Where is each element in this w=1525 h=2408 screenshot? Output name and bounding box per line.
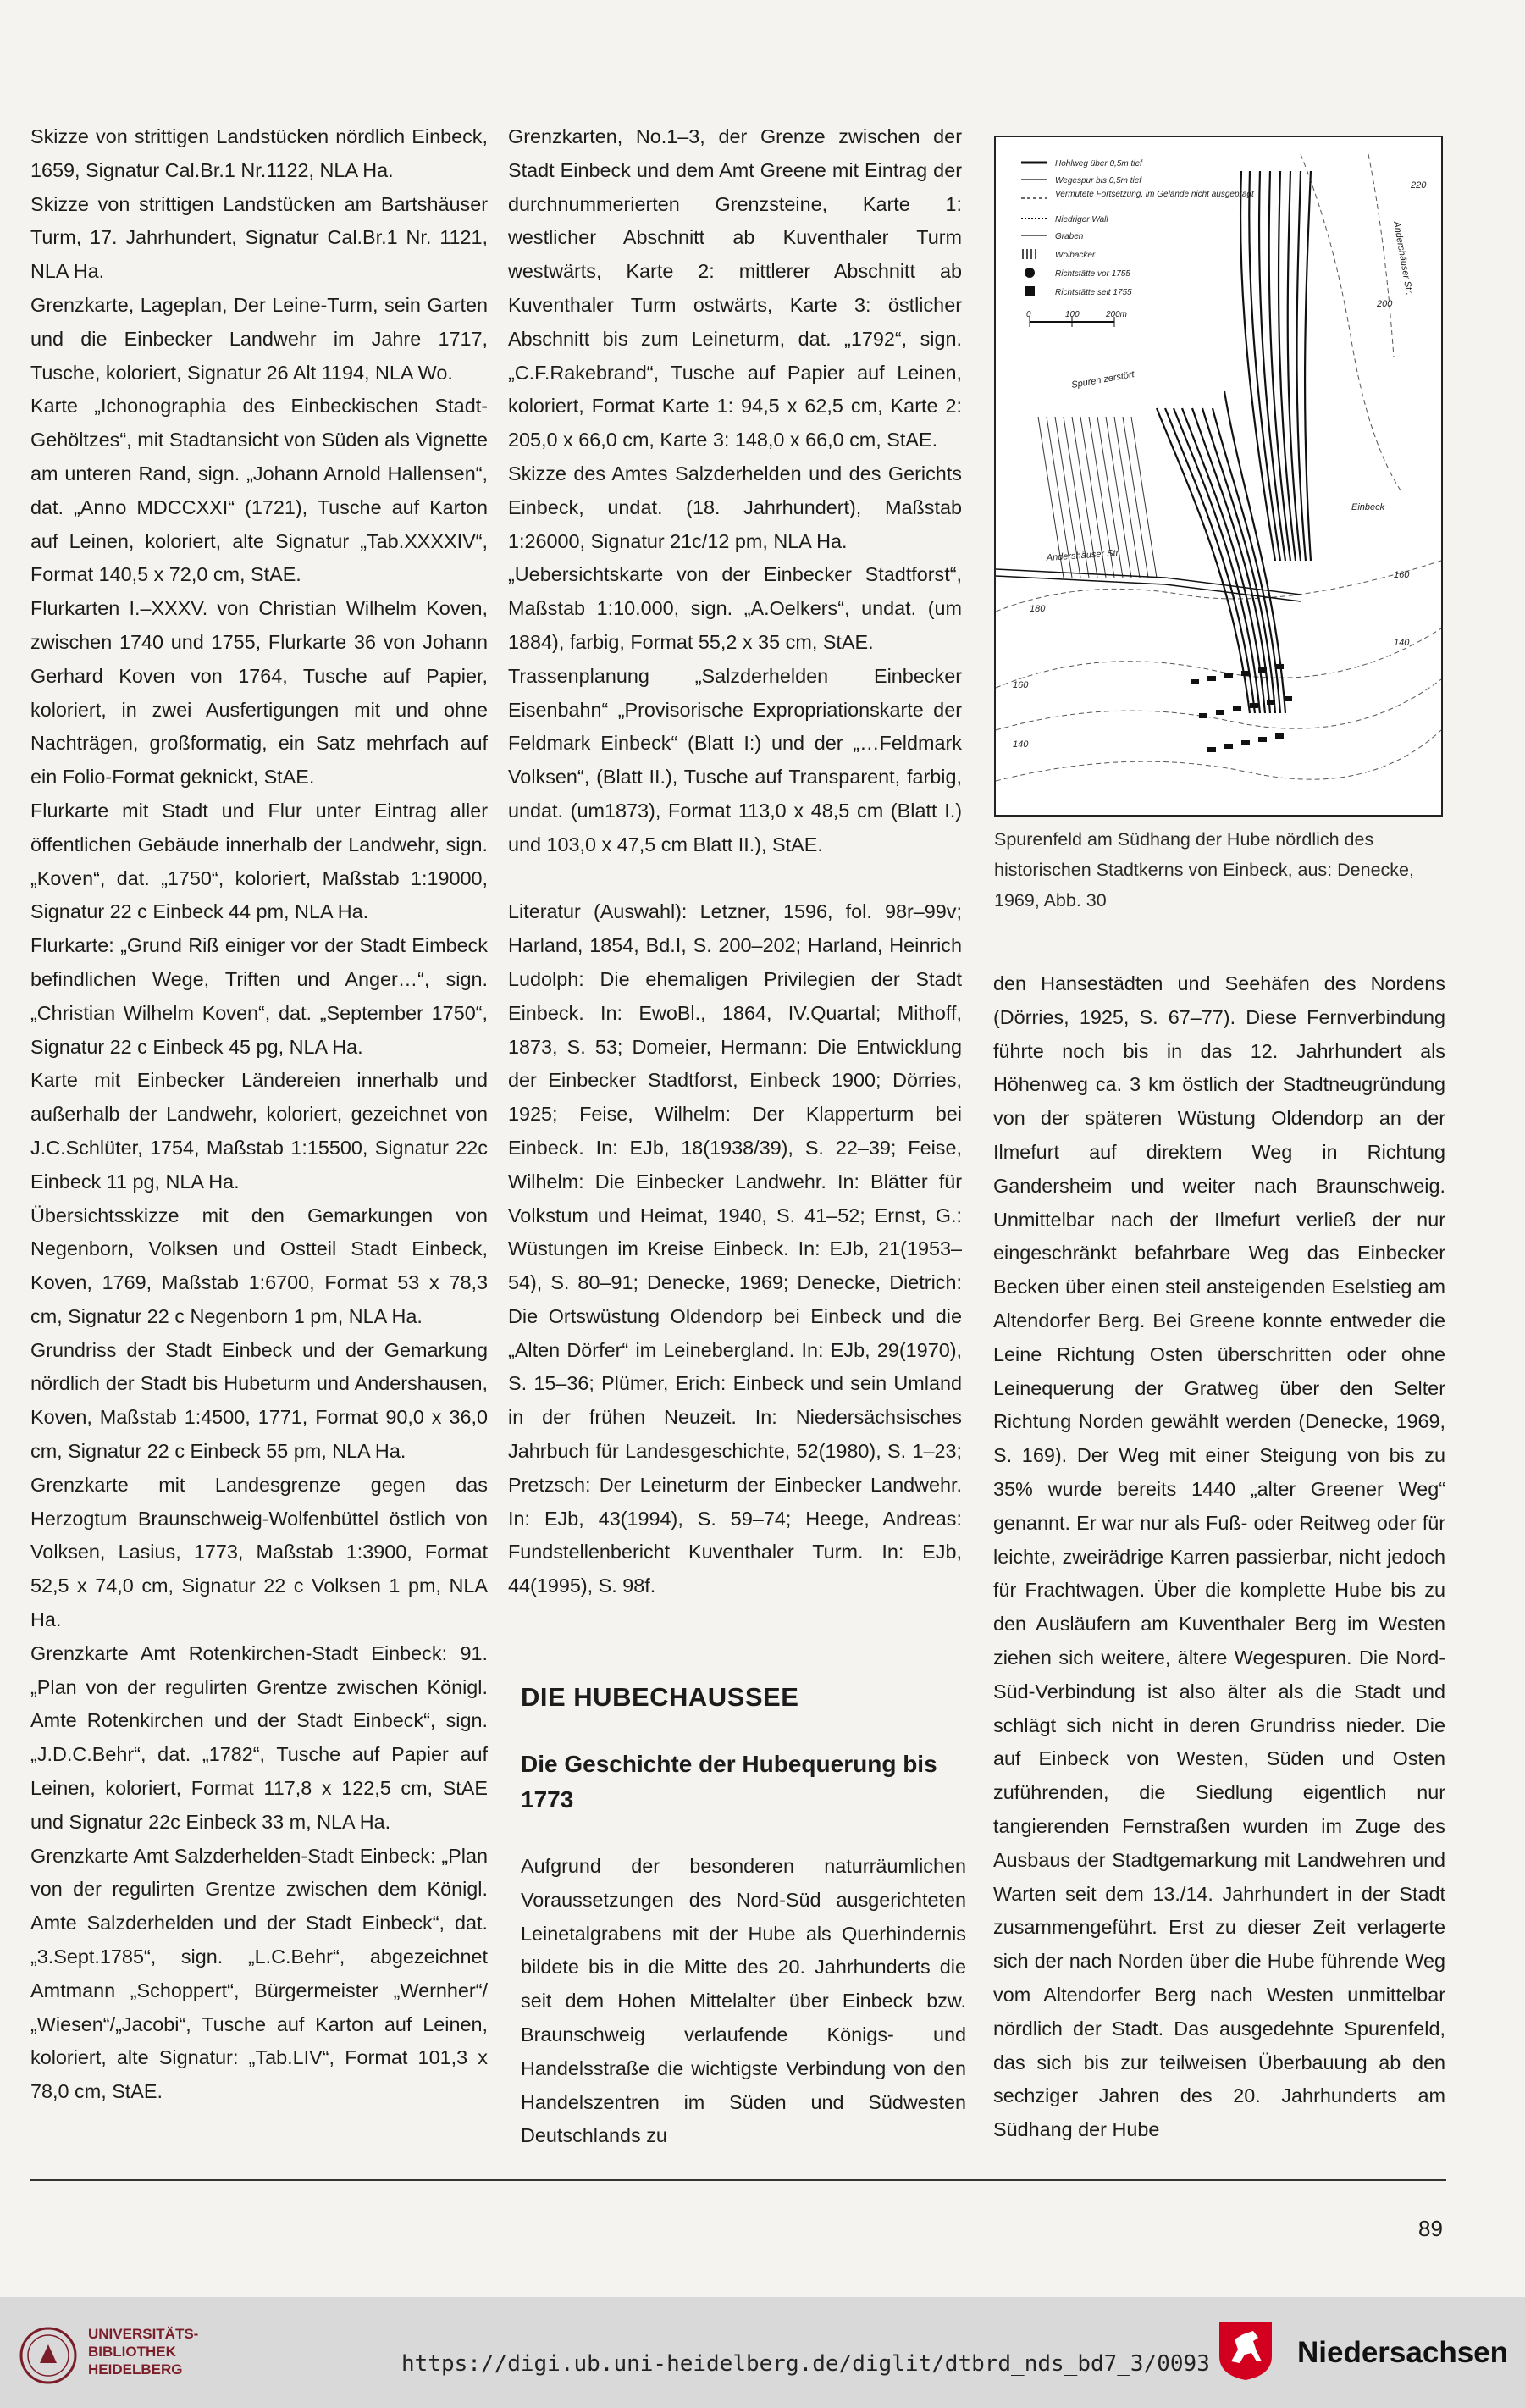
paragraph: Skizze von strittigen Landstücken am Bartshäuser Turm, 17. Jahrhundert, Signatur Cal.Br.1 Nr. 1121, NLA Ha. [30,192,488,283]
paragraph: Skizze des Amtes Salzderhelden und des Gerichts Einbeck, undat. (18. Jahrhundert), Maßstab 1:26000, Signatur 21c/12 pm, NLA Ha. [508,462,962,552]
column-3 [993,967,1445,2147]
scale-label: 0 [1026,310,1031,319]
map-label: Andershäuser Str. [1046,547,1122,563]
niedersachsen-horse-icon [1216,2319,1275,2383]
paragraph: Grenzkarte, Lageplan, Der Leine-Turm, sein Garten und die Einbecker Landwehr im Jahre 1717, Tusche, koloriert, Signatur 26 Alt 1194, NLA Wo. [30,293,488,384]
literature-label: Literatur (Auswahl): [508,900,688,923]
university-name [88,2325,198,2378]
legend-item: Wölbäcker [1055,251,1096,260]
column-2 [508,120,962,1603]
paragraph: Grundriss der Stadt Einbeck und der Gemarkung nördlich der Stadt bis Hubeturm und Andershausen, Koven, Maßstab 1:4500, 1771, Format 90,0 x 36,0 cm, Signatur 22 c Einbeck 55 pm, NLA Ha. [30,1338,488,1463]
paragraph: Flurkarte: „Grund Riß einiger vor der Stadt Eimbeck befindlichen Wege, Triften und Anger…“, sign. „Christian Wilhelm Koven“, dat. „September 1750“, Signatur 22 c Einbeck 45 pg, NLA Ha. [30,934,488,1058]
legend-item: Richtstätte seit 1755 [1055,288,1132,297]
paragraph: Grenzkarte Amt Rotenkirchen-Stadt Einbeck: 91. „Plan von der regulirten Grentze zwischen Königl. Amte Rotenkirchen und der Stadt Einbeck“, sign. „J.D.C.Behr“, dat. „1782“, Tusche auf Papier auf Leinen, koloriert, Format 117,8 x 122,5 cm, StAE und Signatur 22c Einbeck 33 m, NLA Ha. [30,1641,488,1833]
contour-label: 180 [1030,604,1046,614]
legend-item: Graben [1055,232,1084,241]
paragraph: Grenzkarte Amt Salzderhelden-Stadt Einbeck: „Plan von der regulirten Grentze zwischen dem Königl. Amte Salzderhelden und der Stadt Einbeck“, dat. „3.Sept.1785“, sign. „L.C.Behr“, abgezeichnet Amtmann „Schoppert“, Bürgermeister „Wernher“/„Wiesen“/„Jacobi“, Tusche auf Karton auf Leinen, koloriert, alte Signatur: „Tab.LIV“, Format 101,3 x 78,0 cm, StAE. [30,1844,488,2103]
university-line: BIBLIOTHEK [88,2344,176,2360]
section-title: DIE HUBECHAUSSEE [521,1682,799,1712]
map-drawing [996,137,1441,815]
map-label: Spuren zerstört [1070,369,1135,390]
state-name: Niedersachsen [1297,2336,1509,2369]
figure-caption: Spurenfeld am Südhang der Hube nördlich des historischen Stadtkerns von Einbeck, aus: Denecke, 1969, Abb. 30 [994,829,1414,911]
paragraph: Aufgrund der besonderen naturräumlichen Voraussetzungen des Nord-Süd ausgerichteten Leinetalgrabens mit der Hube als Querhindernis bildete bis in die Mitte des 20. Jahrhunderts die seit dem Hohen Mittelalter über Einbeck bzw. Braunschweig verlaufende Königs- und Handelsstraße die wichtigste Verbindung von den Handelszentren im Süden und Südwesten Deutschlands zu [521,1855,966,2147]
legend-item: Hohlweg über 0,5m tief [1055,159,1142,169]
contour-label: 200 [1377,299,1393,309]
contour-label: 220 [1411,180,1427,191]
paragraph: „Uebersichtskarte von der Einbecker Stadtforst“, Maßstab 1:10.000, sign. „A.Oelkers“, undat. (um 1884), farbig, Format 55,2 x 35 cm, StAE. [508,563,962,653]
paragraph: Flurkarten I.–XXXV. von Christian Wilhelm Koven, zwischen 1740 und 1755, Flurkarte 36 von Johann Gerhard Koven von 1764, Tusche auf Papier, koloriert, in zwei Ausfertigungen mit und ohne Nachträgen, großformatig, ein Satz mehrfach auf ein Folio-Format geknickt, StAE. [30,597,488,789]
map-label: Einbeck [1351,502,1385,512]
paragraph: Karte „Ichonographia des Einbeckischen Stadt-Gehöltzes“, mit Stadtansicht von Süden als Vignette am unteren Rand, sign. „Johann Arnold Hallensen“, dat. „Anno MDCCXXI“ (1721), Tusche auf Karton auf Leinen, koloriert, alte Signatur „Tab.XXXXIV“, Format 140,5 x 72,0 cm, StAE. [30,395,488,586]
paragraph: Skizze von strittigen Landstücken nördlich Einbeck, 1659, Signatur Cal.Br.1 Nr.1122, NLA Ha. [30,125,488,181]
contour-label: 140 [1013,739,1029,750]
paragraph: Trassenplanung „Salzderhelden Einbecker Eisenbahn“ „Provisorische Expropriationskarte der Feldmark Einbeck“ (Blatt I:) und der „…Feldmark Volksen“, (Blatt II.), Tusche auf Transparent, farbig, undat. (um1873), Format 113,0 x 48,5 cm (Blatt I.) und 103,0 x 47,5 cm Blatt II.), StAE. [508,664,962,855]
contour-label: 160 [1394,570,1410,580]
contour-label: 160 [1013,680,1029,690]
paragraph: Übersichtsskizze mit den Gemarkungen von Negenborn, Volksen und Ostteil Stadt Einbeck, Koven, 1769, Maßstab 1:6700, Format 53 x 78,3 cm, Signatur 22 c Negenborn 1 pm, NLA Ha. [30,1204,488,1327]
map-figure [994,136,1443,817]
legend-item: Wegespur bis 0,5m tief [1055,176,1142,185]
paragraph: Karte mit Einbecker Ländereien innerhalb und außerhalb der Landwehr, koloriert, gezeichnet von J.C.Schlüter, 1754, Maßstab 1:15500, Signatur 22c Einbeck 11 pg, NLA Ha. [30,1069,488,1193]
scale-label: 200m [1106,310,1128,319]
column-2-body [521,1850,966,2153]
paragraph: Grenzkarte mit Landesgrenze gegen das Herzogtum Braunschweig-Wolfenbüttel östlich von Volksen, Lasius, 1773, Maßstab 1:3900, Format 52,5 x 74,0 cm, Signatur 22 c Volksen 1 pm, NLA Ha. [30,1473,488,1631]
literature-text: Letzner, 1596, fol. 98r–99v; Harland, 1854, Bd.I, S. 200–202; Harland, Heinrich Ludolph: Die ehemaligen Privilegien der Stadt Einbeck. In: EwoBl., 1864, IV.Quartal; Mithoff, 1873, S. 53; Domeier, Hermann: Die Entwicklung der Einbecker Stadtforst, Einbeck 1900; Dörries, 1925; Feise, Wilhelm: Der Klapperturm bei Einbeck. In: EJb, 18(1938/39), S. 22–39; Feise, Wilhelm: Die Einbecker Landwehr. In: Blätter für Volkstum und Heimat, 1940, S. 41–52; Ernst, G.: Wüstungen im Kreise Einbeck. In: EJb, 21(1953–54), S. 80–91; Denecke, 1969; Denecke, Dietrich: Die Ortswüstung Oldendorp bei Einbeck und die „Alten Dörfer“ im Leinebergland. In: EJb, 29(1970), S. 15–36; Plümer, Erich: Einbeck und sein Umland in der frühen Neuzeit. In: Niedersächsisches Jahrbuch für Landesgeschichte, 52(1980), S. 1–23; Pretzsch: Der Leineturm der Einbecker Landwehr. In: EJb, 43(1994), S. 59–74; Heege, Andreas: Fundstellenbericht Kuventhaler Turm. In: EJb, 44(1995), S. 98f. [508,900,962,1597]
legend-item: Niedriger Wall [1055,215,1108,224]
university-line: HEIDELBERG [88,2361,183,2378]
university-seal-icon [19,2326,78,2385]
page-number: 89 [1418,2216,1443,2241]
paragraph: Grenzkarten, No.1–3, der Grenze zwischen der Stadt Einbeck und dem Amt Greene mit Eintrag der durchnummerierten Grenzsteine, Karte 1: westlicher Abschnitt ab Kuventhaler Turm westwärts, Karte 2: mittlerer Abschnitt ab Kuventhaler Turm ostwärts, Karte 3: östlicher Abschnitt bis zum Leineturm, dat. „1792“, sign. „C.F.Rakebrand“, Tusche auf Papier auf Leinen, koloriert, Format Karte 1: 94,5 x 62,5 cm, Karte 2: 205,0 x 66,0 cm, Karte 3: 148,0 x 66,0 cm, StAE. [508,125,962,451]
map-label: Andershäuser Str. [1391,220,1415,296]
contour-label: 140 [1394,638,1410,648]
legend-item: Vermutete Fortsetzung, im Gelände nicht ausgeprägt [1055,190,1254,199]
paragraph: Flurkarte mit Stadt und Flur unter Eintrag aller öffentlichen Gebäude innerhalb der Landwehr, sign. „Koven“, dat. „1750“, koloriert, Maßstab 1:19000, Signatur 22 c Einbeck 44 pm, NLA Ha. [30,799,488,923]
legend-item: Richtstätte vor 1755 [1055,269,1130,279]
subsection-title: Die Geschichte der Hubequerung bis 1773 [521,1751,937,1813]
bottom-rule [30,2179,1446,2181]
university-line: UNIVERSITÄTS- [88,2326,199,2342]
paragraph: den Hansestädten und Seehäfen des Nordens (Dörries, 1925, S. 67–77). Diese Fernverbindung führte noch bis in das 12. Jahrhundert als Höhenweg ca. 3 km östlich der Stadtneugründung von der späteren Wüstung Oldendorp an der Ilmefurt auf direktem Weg in Richtung Gandersheim und weiter nach Braunschweig. Unmittelbar nach der Ilmefurt verließ der nur eingeschränkt befahrbare Weg das Einbecker Becken über einen steil ansteigenden Eselstieg am Altendorfer Berg. Bei Greene konnte entweder die Leine Richtung Osten überschritten oder ohne Leinequerung der Gratweg über den Selter Richtung Norden gewählt werden (Denecke, 1969, S. 169). Der Weg mit einer Steigung von bis zu 35% wurde bereits 1440 „alter Greener Weg“ genannt. Er war nur als Fuß- oder Reitweg oder für leichte, zweirädrige Karren passierbar, nicht jedoch für Frachtwagen. Über die komplette Hube bis zu den Ausläufern am Kuventhaler Berg im Westen ziehen sich weitere, ältere Wegespuren. Die Nord-Süd-Verbindung ist also älter als die Stadt und schlägt sich nicht in deren Grundriss nieder. Die auf Einbeck von Westen, Süden und Osten zuführenden, die Siedlung eigentlich nur tangierenden Fernstraßen wurden im Zuge des Ausbaus der Stadtgemarkung mit Landwehren und Warten seit dem 13./14. Jahrhundert in der Stadt zusammengeführt. Erst zu dieser Zeit verlagerte sich der nach Norden über die Hube führende Weg vom Altendorfer Berg nach Westen unmittelbar nördlich der Stadt. Das ausgedehnte Spurenfeld, das sich bis zur teilweisen Überbauung ab den sechziger Jahren des 20. Jahrhunderts am Südhang der Hube [993,972,1445,2141]
literature-paragraph [508,895,962,1603]
scale-label: 100 [1065,310,1080,319]
document-url-link[interactable]: https://digi.ub.uni-heidelberg.de/diglit/dtbrd_nds_bd7_3/0093 [401,2351,1210,2377]
column-1 [30,120,488,2109]
